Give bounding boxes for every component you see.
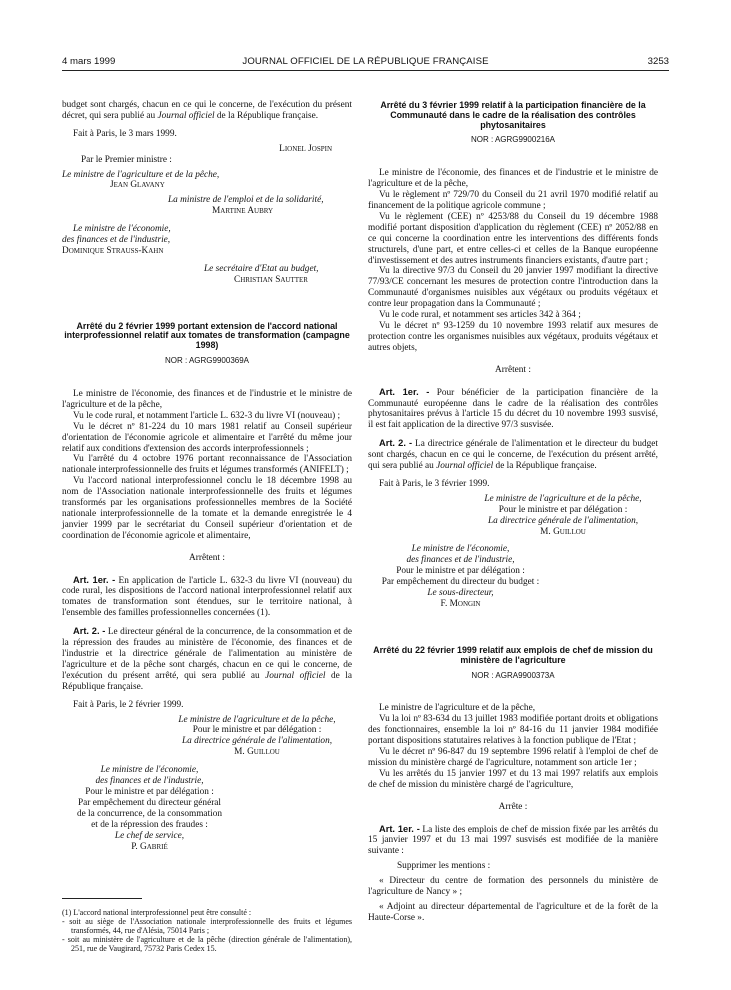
signatory: Jean Glavany — [110, 180, 165, 191]
visas — [368, 168, 658, 353]
signatory: Lionel Jospin — [279, 143, 332, 154]
signature-line: Par empêchement du directeur général — [78, 797, 221, 808]
signature-line: La ministre de l'emploi et de la solidarité, — [168, 195, 324, 206]
signature-line: Le secrétaire d'Etat au budget, — [204, 263, 319, 274]
header-page-number: 3253 — [647, 56, 669, 67]
footnote-rule — [62, 898, 142, 899]
decree-signatures — [62, 144, 352, 286]
article-1: Art. 1er. - En application de l'article L. 632-3 du livre VI (nouveau) du code rural, les dispositions de l'accord national interprofessionnel relatif aux tomates de transformation sont étendues, sur le territoire national, à l'ensemble des familles professionnelles concernées (1). — [62, 574, 353, 619]
signature-block-right — [162, 715, 352, 759]
article-1: Art. 1er. - La liste des emplois de chef de mission fixée par les arrêtés du 15 janvier 1997 et du 13 mai 1997 susvisés est modifiée de la manière suivante : — [368, 823, 658, 857]
signature-line: Le ministre de l'agriculture et de la pêche, — [484, 493, 642, 504]
nor-reference: NOR : AGRG9900216A — [470, 135, 556, 145]
visa: Vu le décret nº 81-224 du 10 mars 1981 relatif au Conseil supérieur d'orientation de l'économie agricole et alimentaire et l'arrêté du même jour relatif aux conditions d'extension des accords interprofessionnels ; — [62, 421, 352, 454]
right-column — [368, 101, 658, 924]
signatory: Martine Aubry — [212, 206, 274, 217]
mention-item: « Adjoint au directeur départemental de l'agriculture et de la forêt de la Haute-Corse ». — [368, 902, 658, 923]
signature-line: Le ministre de l'économie, — [411, 544, 510, 555]
signature-line: Par empêchement du directeur du budget : — [381, 577, 540, 588]
visa: Le ministre de l'économie, des finances et de l'industrie et le ministre de l'agriculture et de la pêche, — [62, 388, 352, 410]
arrete-title: Arrêté du 3 février 1999 relatif à la participation financière de la Communauté dans le cadre de la réalisation des contrôles phytosanitaires — [380, 100, 646, 130]
signature-line: Le ministre de l'économie, — [100, 765, 199, 776]
signature-block-left — [62, 765, 237, 852]
visa: Vu l'accord national interprofessionnel conclu le 18 décembre 1998 au nom de l'Association nationale interprofessionnelle des fruits et légumes transformés par les organisations professionnelles membres de la Société nationale interprofessionnelle de la tomate et la demande enregistrée le 4 janvier 1999 par le secrétariat du Conseil supérieur d'orientation et de coordination de l'économie agricole et alimentaire, — [62, 476, 352, 541]
footnote — [62, 898, 352, 953]
nor-reference: NOR : AGRA9900373A — [471, 670, 555, 680]
footnote-item: - soit au ministère de l'agriculture et de la pêche (direction générale de l'alimentation), 251, rue de Vaugirard, 75732 Paris Cedex 15. — [62, 935, 352, 953]
signature-line: Pour le ministre et par délégation : — [498, 504, 628, 515]
arrete-date: Fait à Paris, le 3 février 1999. — [379, 478, 490, 489]
decree-conclusion: budget sont chargés, chacun en ce qui le concerne, de l'exécution du présent décret, qui sera publié au Journal officiel de la République française. — [62, 100, 352, 121]
article-2: Art. 2. - La directrice générale de l'alimentation et le directeur du budget sont chargés, chacun en ce qui le concerne, de l'exécution du présent arrêté, qui sera publié au Journal officiel de la République française. — [368, 438, 659, 472]
nor-reference: NOR : AGRG9900369A — [164, 356, 250, 366]
arrete-title: Arrêté du 2 février 1999 portant extension de l'accord national interprofessionnel relatif aux tomates de transformation (campagne 1998) — [64, 320, 350, 351]
signature-line: Le chef de service, — [114, 830, 185, 841]
signature-line: Par le Premier ministre : — [81, 154, 172, 165]
signature-line: La directrice générale de l'alimentation, — [181, 736, 333, 747]
arrete-title: Arrêté du 22 février 1999 relatif aux emplois de chef de mission du ministère de l'agriculture — [373, 644, 653, 665]
signatory: Christian Sautter — [234, 274, 308, 285]
arrete-formula: Arrête : — [498, 801, 528, 812]
header-date: 4 mars 1999 — [62, 56, 116, 67]
signature-line: des finances et de l'industrie, — [62, 235, 171, 246]
visa: Vu les arrêtés du 15 janvier 1997 et du 13 mai 1997 relatifs aux emplois de chef de mission du ministère chargé de l'agriculture, — [368, 768, 658, 790]
header-rule — [62, 70, 669, 71]
visas — [62, 389, 352, 542]
arrete-phytosanitaires — [368, 101, 658, 610]
arretent: Arrêtent : — [189, 552, 225, 563]
page-header — [62, 56, 669, 70]
signature-line: Pour le ministre et par délégation : — [396, 566, 525, 577]
visa: Vu le décret nº 93-1259 du 10 novembre 1993 relatif aux mesures de protection contre les organismes nuisibles aux végétaux, produits végétaux et autres objets, — [368, 320, 658, 353]
mention-item: « Directeur du centre de formation des personnels du ministère de l'agriculture de Nancy » ; — [368, 876, 658, 898]
signatory: F. Mongin — [440, 599, 481, 610]
header-journal-title: JOURNAL OFFICIEL DE LA RÉPUBLIQUE FRANÇAISE — [242, 56, 489, 67]
signature-line: Le ministre de l'agriculture et de la pêche, — [62, 169, 220, 180]
visa: Vu la directive 97/3 du Conseil du 20 janvier 1997 modifiant la directive 77/93/CE concernant les mesures de protection contre l'introduction dans la Communauté d'organismes nuisibles aux végétaux ou produits végétaux et contre leur propagation dans la Communauté ; — [368, 266, 658, 310]
signature-line: La directrice générale de l'alimentation, — [487, 515, 639, 526]
signatory: M. Guillou — [234, 747, 280, 758]
arrete-date: Fait à Paris, le 2 février 1999. — [73, 699, 184, 710]
article-2: Art. 2. - Le directeur général de la concurrence, de la consommation et de la répression des fraudes au ministère de l'économie, des finances et de l'industrie et la directrice générale de l'alimentation au ministère de l'agriculture et de la pêche sont chargés, chacun en ce qui le concerne, de l'exécution du présent arrêté, qui sera publié au Journal officiel de la République française. — [62, 626, 352, 692]
visa: Vu le code rural, et notamment l'article L. 632-3 du livre VI (nouveau) ; — [73, 410, 341, 421]
arrete-chef-de-mission — [368, 646, 658, 924]
visa: Le ministre de l'agriculture et de la pêche, — [379, 703, 536, 714]
signature-block-right — [468, 494, 658, 538]
signature-line: Le ministre de l'agriculture et de la pêche, — [178, 714, 336, 725]
signatory: M. Guillou — [540, 526, 586, 537]
signature-block-left — [368, 544, 553, 609]
signatory: Dominique Strauss-Kahn — [62, 245, 164, 256]
article-1: Art. 1er. - Pour bénéficier de la participation financière de la Communauté européenne dans le cadre de la réalisation des contrôles phytosanitaires prévus à l'article 15 du décret du 10 novembre 1993 susvisé, il est fait application de la directive 97/3 susvisée. — [368, 386, 658, 431]
visa: Vu l'arrêté du 4 octobre 1976 portant reconnaissance de l'Association nationale interprofessionnelle des fruits et légumes transformés (ANIFELT) ; — [62, 454, 352, 476]
signature-line: Le sous-directeur, — [427, 588, 494, 599]
visa: Vu le décret nº 96-847 du 19 septembre 1996 relatif à l'emploi de chef de mission du ministère chargé de l'agriculture, notamment son article 1er ; — [368, 747, 658, 768]
visa: Vu le règlement nº 729/70 du Conseil du 21 avril 1970 modifié relatif au financement de la politique agricole commune ; — [368, 190, 658, 212]
left-column — [62, 100, 352, 852]
visa: Vu le règlement (CEE) nº 4253/88 du Conseil du 19 décembre 1988 modifié portant disposition d'application du règlement (CEE) nº 2052/88 en ce qui concerne la coordination entre les interventions des différents fonds structurels, d'une part, et entre celles-ci et celles de la Banque européenne d'investissement et des autres instruments financiers existants, d'autre part ; — [368, 211, 658, 266]
supprimer-mentions: Supprimer les mentions : — [397, 861, 491, 872]
decree-date: Fait à Paris, le 3 mars 1999. — [73, 128, 177, 139]
visas — [368, 703, 658, 790]
arretent: Arrêtent : — [495, 364, 531, 375]
signatory: P. Gabrié — [131, 841, 168, 852]
signature-line: de la concurrence, de la consommation — [76, 808, 223, 819]
signature-line: et de la répression des fraudes : — [91, 819, 208, 830]
signature-line: Le ministre de l'économie, — [73, 224, 171, 235]
visa: Vu la loi nº 83-634 du 13 juillet 1983 modifiée portant droits et obligations des fonctionnaires, ensemble la loi nº 84-16 du 11 janvier 1984 modifiée portant dispositions statutaires relatives à la fonction publique de l'Etat ; — [368, 714, 658, 747]
visa: Vu le code rural, et notamment ses articles 342 à 364 ; — [379, 310, 581, 321]
visa: Le ministre de l'économie, des finances et de l'industrie et le ministre de l'agriculture et de la pêche, — [368, 168, 658, 190]
signature-line: des finances et de l'industrie, — [406, 555, 515, 566]
footnote-item: - soit au siège de l'Association nationale interprofessionnelle des fruits et légumes transformés, 44, rue d'Alésia, 75014 Paris ; — [62, 917, 352, 935]
signature-line: Pour le ministre et par délégation : — [85, 786, 214, 797]
arrete-tomates — [62, 322, 352, 853]
footnote-intro: (1) L'accord national interprofessionnel peut être consulté : — [62, 908, 252, 917]
signature-line: Pour le ministre et par délégation : — [192, 725, 322, 736]
signature-line: des finances et de l'industrie, — [95, 776, 204, 787]
